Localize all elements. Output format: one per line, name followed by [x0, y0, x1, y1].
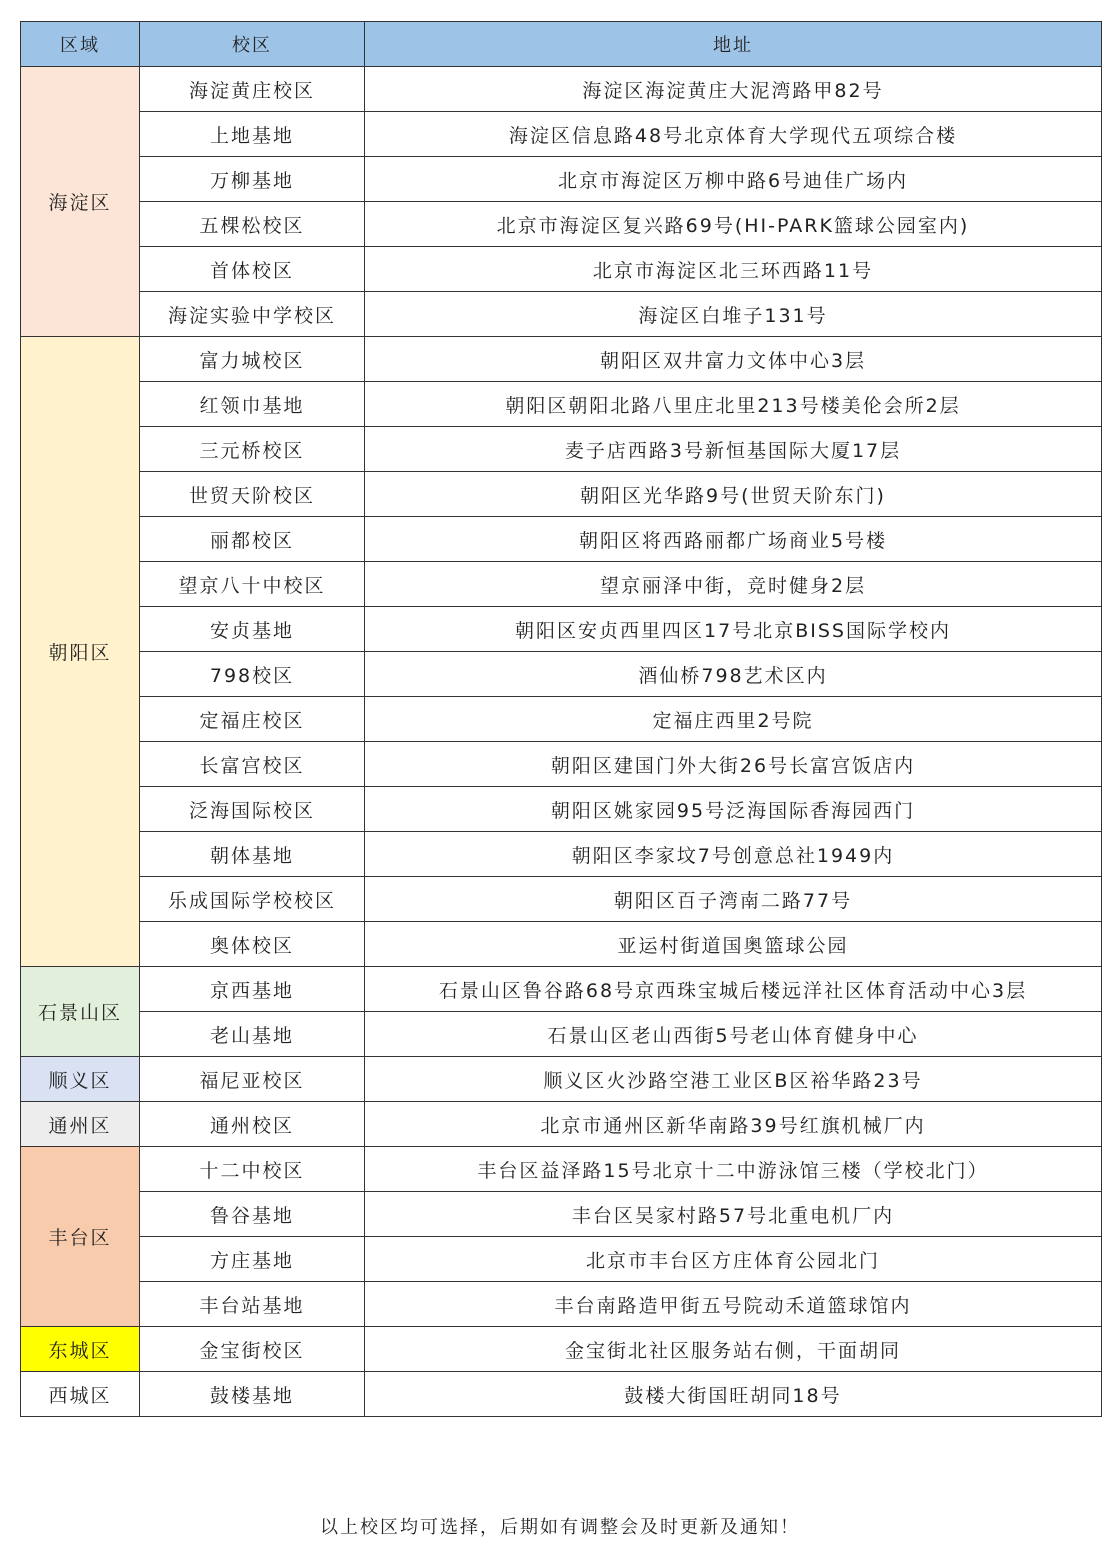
campus-cell: 丰台站基地 [140, 1282, 365, 1327]
campus-cell: 万柳基地 [140, 157, 365, 202]
address-cell: 丰台区益泽路15号北京十二中游泳馆三楼（学校北门） [365, 1147, 1102, 1192]
campus-cell: 红领巾基地 [140, 382, 365, 427]
address-cell: 朝阳区百子湾南二路77号 [365, 877, 1102, 922]
address-cell: 望京丽泽中街，竞时健身2层 [365, 562, 1102, 607]
address-cell: 亚运村街道国奥篮球公园 [365, 922, 1102, 967]
campus-cell: 通州校区 [140, 1102, 365, 1147]
table-row [21, 1237, 1102, 1282]
campus-cell: 乐成国际学校校区 [140, 877, 365, 922]
table-row [21, 247, 1102, 292]
table-row [21, 787, 1102, 832]
address-cell: 石景山区老山西街5号老山体育健身中心 [365, 1012, 1102, 1057]
campus-cell: 海淀实验中学校区 [140, 292, 365, 337]
campus-cell: 鲁谷基地 [140, 1192, 365, 1237]
address-cell: 定福庄西里2号院 [365, 697, 1102, 742]
address-cell: 北京市丰台区方庄体育公园北门 [365, 1237, 1102, 1282]
address-cell: 朝阳区光华路9号(世贸天阶东门) [365, 472, 1102, 517]
table-row [21, 1192, 1102, 1237]
table-row [21, 1147, 1102, 1192]
campus-cell: 奥体校区 [140, 922, 365, 967]
campus-cell: 金宝街校区 [140, 1327, 365, 1372]
table-row [21, 1102, 1102, 1147]
address-cell: 海淀区信息路48号北京体育大学现代五项综合楼 [365, 112, 1102, 157]
table-row [21, 1282, 1102, 1327]
campus-cell: 鼓楼基地 [140, 1372, 365, 1417]
address-cell: 顺义区火沙路空港工业区B区裕华路23号 [365, 1057, 1102, 1102]
district-cell: 东城区 [21, 1327, 140, 1372]
campus-cell: 望京八十中校区 [140, 562, 365, 607]
header-address: 地址 [365, 22, 1102, 67]
table-row [21, 1057, 1102, 1102]
address-cell: 朝阳区建国门外大街26号长富宫饭店内 [365, 742, 1102, 787]
table-row [21, 697, 1102, 742]
address-cell: 鼓楼大街国旺胡同18号 [365, 1372, 1102, 1417]
district-cell: 西城区 [21, 1372, 140, 1417]
table-row [21, 652, 1102, 697]
campus-cell: 朝体基地 [140, 832, 365, 877]
address-cell: 石景山区鲁谷路68号京西珠宝城后楼远洋社区体育活动中心3层 [365, 967, 1102, 1012]
address-cell: 北京市海淀区复兴路69号(HI-PARK篮球公园室内) [365, 202, 1102, 247]
table-row [21, 967, 1102, 1012]
address-cell: 金宝街北社区服务站右侧，干面胡同 [365, 1327, 1102, 1372]
campus-table [20, 21, 1102, 1417]
campus-cell: 三元桥校区 [140, 427, 365, 472]
address-cell: 朝阳区姚家园95号泛海国际香海园西门 [365, 787, 1102, 832]
address-cell: 朝阳区朝阳北路八里庄北里213号楼美伦会所2层 [365, 382, 1102, 427]
campus-cell: 安贞基地 [140, 607, 365, 652]
table-row [21, 877, 1102, 922]
address-cell: 海淀区白堆子131号 [365, 292, 1102, 337]
district-cell: 朝阳区 [21, 337, 140, 967]
campus-cell: 上地基地 [140, 112, 365, 157]
table-row [21, 202, 1102, 247]
table-row [21, 922, 1102, 967]
table-row [21, 1372, 1102, 1417]
campus-cell: 泛海国际校区 [140, 787, 365, 832]
campus-cell: 798校区 [140, 652, 365, 697]
table-row [21, 562, 1102, 607]
campus-cell: 海淀黄庄校区 [140, 67, 365, 112]
table-row [21, 157, 1102, 202]
address-cell: 朝阳区李家坟7号创意总社1949内 [365, 832, 1102, 877]
campus-cell: 首体校区 [140, 247, 365, 292]
campus-cell: 长富宫校区 [140, 742, 365, 787]
campus-cell: 老山基地 [140, 1012, 365, 1057]
address-cell: 海淀区海淀黄庄大泥湾路甲82号 [365, 67, 1102, 112]
table-row [21, 67, 1102, 112]
campus-cell: 五棵松校区 [140, 202, 365, 247]
district-cell: 丰台区 [21, 1147, 140, 1327]
header-campus: 校区 [140, 22, 365, 67]
district-cell: 海淀区 [21, 67, 140, 337]
table-row [21, 1012, 1102, 1057]
table-row [21, 292, 1102, 337]
table-header [21, 22, 1102, 67]
campus-cell: 十二中校区 [140, 1147, 365, 1192]
campus-cell: 京西基地 [140, 967, 365, 1012]
table-row [21, 1327, 1102, 1372]
table-body [21, 67, 1102, 1417]
table-row [21, 832, 1102, 877]
header-row [21, 22, 1102, 67]
campus-cell: 世贸天阶校区 [140, 472, 365, 517]
campus-cell: 福尼亚校区 [140, 1057, 365, 1102]
address-cell: 麦子店西路3号新恒基国际大厦17层 [365, 427, 1102, 472]
campus-cell: 富力城校区 [140, 337, 365, 382]
district-cell: 通州区 [21, 1102, 140, 1147]
campus-cell: 丽都校区 [140, 517, 365, 562]
address-cell: 丰台区吴家村路57号北重电机厂内 [365, 1192, 1102, 1237]
table-row [21, 517, 1102, 562]
table-row [21, 382, 1102, 427]
table-row [21, 112, 1102, 157]
district-cell: 顺义区 [21, 1057, 140, 1102]
campus-cell: 定福庄校区 [140, 697, 365, 742]
table-row [21, 472, 1102, 517]
address-cell: 北京市通州区新华南路39号红旗机械厂内 [365, 1102, 1102, 1147]
header-district: 区域 [21, 22, 140, 67]
district-cell: 石景山区 [21, 967, 140, 1057]
address-cell: 酒仙桥798艺术区内 [365, 652, 1102, 697]
table-row [21, 427, 1102, 472]
table-row [21, 337, 1102, 382]
address-cell: 朝阳区将西路丽都广场商业5号楼 [365, 517, 1102, 562]
address-cell: 北京市海淀区万柳中路6号迪佳广场内 [365, 157, 1102, 202]
footer-note: 以上校区均可选择，后期如有调整会及时更新及通知！ [320, 1517, 800, 1538]
address-cell: 朝阳区双井富力文体中心3层 [365, 337, 1102, 382]
table-row [21, 742, 1102, 787]
address-cell: 朝阳区安贞西里四区17号北京BISS国际学校内 [365, 607, 1102, 652]
address-cell: 北京市海淀区北三环西路11号 [365, 247, 1102, 292]
address-cell: 丰台南路造甲街五号院动禾道篮球馆内 [365, 1282, 1102, 1327]
table-row [21, 607, 1102, 652]
campus-cell: 方庄基地 [140, 1237, 365, 1282]
